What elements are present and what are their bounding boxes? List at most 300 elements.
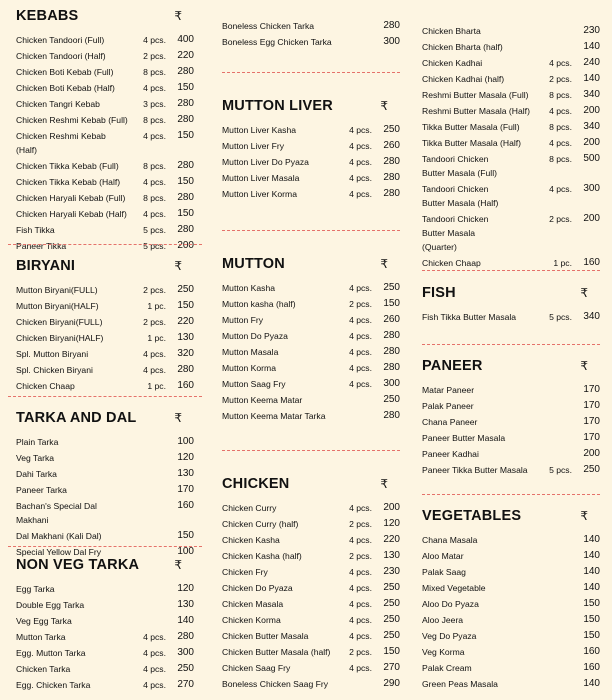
menu-item bbox=[422, 211, 600, 255]
item-quantity: 4 pcs. bbox=[349, 315, 372, 325]
item-name: Mutton Korma bbox=[222, 363, 276, 373]
menu-item bbox=[222, 596, 400, 612]
item-name: Chicken Biryani(HALF) bbox=[16, 333, 104, 343]
menu-item bbox=[422, 55, 600, 71]
item-name: Chicken Butter Masala (half) bbox=[222, 647, 331, 657]
menu-item bbox=[16, 222, 194, 238]
item-name: Dahi Tarka bbox=[16, 469, 57, 479]
section-tarka-and-dal bbox=[16, 410, 194, 560]
menu-item bbox=[422, 151, 600, 181]
rupee-icon: ₹ bbox=[174, 9, 182, 23]
item-price: 280 bbox=[177, 224, 194, 235]
item-price: 160 bbox=[177, 380, 194, 391]
section-divider bbox=[422, 270, 600, 271]
menu-item bbox=[222, 138, 400, 154]
item-name: Plain Tarka bbox=[16, 437, 59, 447]
item-quantity: 8 pcs. bbox=[143, 161, 166, 171]
item-quantity: 4 pcs. bbox=[349, 663, 372, 673]
item-name: Egg. Mutton Tarka bbox=[16, 648, 86, 658]
item-quantity: 4 pcs. bbox=[143, 83, 166, 93]
item-price: 500 bbox=[583, 153, 600, 164]
item-price: 170 bbox=[583, 416, 600, 427]
item-name: Aloo Matar bbox=[422, 551, 464, 561]
item-quantity: 3 pcs. bbox=[143, 99, 166, 109]
item-name: Paneer Tikka bbox=[16, 241, 67, 251]
item-quantity: 4 pcs. bbox=[143, 680, 166, 690]
item-quantity: 4 pcs. bbox=[143, 349, 166, 359]
item-name: Chicken Do Pyaza bbox=[222, 583, 293, 593]
menu-item bbox=[222, 122, 400, 138]
menu-item bbox=[16, 581, 194, 597]
menu-item bbox=[222, 564, 400, 580]
item-quantity: 4 pcs. bbox=[349, 567, 372, 577]
item-quantity: 2 pcs. bbox=[549, 214, 572, 224]
section-chicken bbox=[222, 476, 400, 692]
menu-item-list bbox=[16, 434, 194, 560]
item-name: Mutton Liver Kasha bbox=[222, 125, 297, 135]
item-quantity: 4 pcs. bbox=[349, 141, 372, 151]
item-price: 250 bbox=[383, 598, 400, 609]
item-name: Mutton Keema Matar Tarka bbox=[222, 411, 326, 421]
menu-item bbox=[422, 462, 600, 478]
item-name: Chicken Tarka bbox=[16, 664, 71, 674]
menu-item bbox=[422, 181, 600, 211]
item-name: Chicken Boti Kebab (Half) bbox=[16, 83, 115, 93]
item-name: Veg Do Pyaza bbox=[422, 631, 477, 641]
menu-item bbox=[222, 408, 400, 424]
menu-item bbox=[422, 564, 600, 580]
menu-item bbox=[422, 580, 600, 596]
menu-item bbox=[422, 628, 600, 644]
item-name: Chicken Tandoori (Full) bbox=[16, 35, 105, 45]
item-name: Dal Makhani (Kali Dal) bbox=[16, 531, 102, 541]
section-mutton-liver bbox=[222, 98, 400, 202]
item-price: 280 bbox=[383, 156, 400, 167]
item-price: 140 bbox=[583, 534, 600, 545]
item-name: Paneer Tikka Butter Masala bbox=[422, 465, 528, 475]
item-name: Egg Tarka bbox=[16, 584, 55, 594]
rupee-icon: ₹ bbox=[174, 259, 182, 273]
item-quantity: 4 pcs. bbox=[349, 331, 372, 341]
item-price: 320 bbox=[177, 348, 194, 359]
item-name: Chicken Boti Kebab (Full) bbox=[16, 67, 114, 77]
item-quantity: 4 pcs. bbox=[143, 35, 166, 45]
section-paneer bbox=[422, 358, 600, 478]
section-continued bbox=[422, 23, 600, 271]
item-price: 140 bbox=[583, 582, 600, 593]
menu-item bbox=[222, 170, 400, 186]
menu-item bbox=[16, 466, 194, 482]
menu-item bbox=[222, 328, 400, 344]
menu-item-list bbox=[222, 18, 400, 50]
menu-item bbox=[16, 48, 194, 64]
item-price: 280 bbox=[177, 631, 194, 642]
menu-item bbox=[222, 392, 400, 408]
item-quantity: 2 pcs. bbox=[143, 285, 166, 295]
item-name: Aloo Do Pyaza bbox=[422, 599, 479, 609]
menu-item bbox=[422, 382, 600, 398]
item-name: Chicken Kasha bbox=[222, 535, 280, 545]
menu-item bbox=[16, 482, 194, 498]
item-name: Chicken Masala bbox=[222, 599, 284, 609]
item-name: Mutton Liver Fry bbox=[222, 141, 285, 151]
item-name: Chana Masala bbox=[422, 535, 478, 545]
menu-item bbox=[16, 362, 194, 378]
item-quantity: 4 pcs. bbox=[143, 648, 166, 658]
item-name: Chicken Curry bbox=[222, 503, 277, 513]
section-divider bbox=[422, 344, 600, 345]
menu-item bbox=[16, 206, 194, 222]
item-name: Chicken Butter Masala bbox=[222, 631, 309, 641]
menu-item bbox=[222, 344, 400, 360]
item-price: 200 bbox=[583, 105, 600, 116]
item-quantity: 4 pcs. bbox=[143, 664, 166, 674]
section-header bbox=[16, 557, 194, 577]
item-quantity: 4 pcs. bbox=[349, 347, 372, 357]
menu-item-list bbox=[222, 500, 400, 692]
section-vegetables bbox=[422, 508, 600, 692]
item-price: 160 bbox=[177, 500, 194, 511]
item-price: 140 bbox=[583, 73, 600, 84]
item-name: Double Egg Tarka bbox=[16, 600, 85, 610]
item-quantity: 2 pcs. bbox=[349, 647, 372, 657]
item-quantity: 4 pcs. bbox=[549, 184, 572, 194]
menu-item-list bbox=[16, 581, 194, 693]
section-title: TARKA AND DAL bbox=[16, 410, 137, 426]
item-quantity: 2 pcs. bbox=[549, 74, 572, 84]
item-price: 340 bbox=[583, 311, 600, 322]
item-price: 280 bbox=[177, 192, 194, 203]
menu-item bbox=[16, 190, 194, 206]
item-name: Veg Korma bbox=[422, 647, 465, 657]
item-price: 220 bbox=[177, 50, 194, 61]
menu-item bbox=[422, 660, 600, 676]
item-price: 250 bbox=[383, 394, 400, 405]
rupee-icon: ₹ bbox=[380, 99, 388, 113]
item-name: Veg Tarka bbox=[16, 453, 55, 463]
menu-item bbox=[222, 312, 400, 328]
item-price: 170 bbox=[583, 432, 600, 443]
item-name: Spl. Mutton Biryani bbox=[16, 349, 89, 359]
item-name: Chicken Reshmi Kebab (Half) bbox=[16, 131, 106, 155]
menu-item bbox=[222, 280, 400, 296]
menu-item bbox=[422, 119, 600, 135]
menu-item bbox=[16, 80, 194, 96]
item-price: 230 bbox=[583, 25, 600, 36]
menu-item bbox=[16, 112, 194, 128]
item-quantity: 4 pcs. bbox=[349, 173, 372, 183]
menu-item bbox=[16, 629, 194, 645]
item-price: 130 bbox=[177, 468, 194, 479]
section-non-veg-tarka bbox=[16, 557, 194, 693]
item-price: 300 bbox=[383, 378, 400, 389]
menu-item bbox=[422, 596, 600, 612]
menu-item bbox=[222, 628, 400, 644]
menu-item bbox=[16, 613, 194, 629]
section-title: CHICKEN bbox=[222, 476, 290, 492]
item-quantity: 4 pcs. bbox=[349, 631, 372, 641]
menu-item bbox=[422, 309, 600, 325]
section-fish bbox=[422, 285, 600, 325]
item-name: Chicken Fry bbox=[222, 567, 268, 577]
section-header bbox=[422, 508, 600, 528]
item-price: 280 bbox=[177, 98, 194, 109]
item-name: Mutton Liver Korma bbox=[222, 189, 297, 199]
section-biryani bbox=[16, 258, 194, 394]
section-title: PANEER bbox=[422, 358, 483, 374]
item-name: Mutton Liver Do Pyaza bbox=[222, 157, 309, 167]
item-name: Green Peas Masala bbox=[422, 679, 498, 689]
rupee-icon: ₹ bbox=[580, 359, 588, 373]
item-quantity: 2 pcs. bbox=[349, 519, 372, 529]
section-divider bbox=[8, 244, 202, 245]
menu-item bbox=[422, 103, 600, 119]
item-quantity: 4 pcs. bbox=[549, 138, 572, 148]
item-name: Spl. Chicken Biryani bbox=[16, 365, 93, 375]
item-name: Matar Paneer bbox=[422, 385, 475, 395]
item-price: 150 bbox=[383, 646, 400, 657]
section-title: KEBABS bbox=[16, 8, 79, 24]
section-mutton bbox=[222, 256, 400, 424]
item-quantity: 4 pcs. bbox=[349, 583, 372, 593]
item-price: 280 bbox=[383, 188, 400, 199]
item-price: 160 bbox=[583, 257, 600, 268]
item-price: 220 bbox=[383, 534, 400, 545]
item-quantity: 4 pcs. bbox=[349, 615, 372, 625]
item-price: 250 bbox=[177, 663, 194, 674]
menu-item bbox=[222, 18, 400, 34]
section-divider bbox=[8, 396, 202, 397]
item-quantity: 1 pc. bbox=[147, 381, 166, 391]
item-price: 250 bbox=[383, 582, 400, 593]
item-price: 280 bbox=[383, 20, 400, 31]
item-price: 140 bbox=[583, 678, 600, 689]
item-name: Tikka Butter Masala (Half) bbox=[422, 138, 522, 148]
menu-item bbox=[16, 158, 194, 174]
item-price: 280 bbox=[177, 114, 194, 125]
menu-item bbox=[222, 580, 400, 596]
item-price: 280 bbox=[383, 330, 400, 341]
section-header bbox=[222, 98, 400, 118]
item-quantity: 4 pcs. bbox=[349, 157, 372, 167]
item-quantity: 5 pcs. bbox=[143, 241, 166, 251]
item-price: 130 bbox=[177, 332, 194, 343]
item-name: Reshmi Butter Masala (Full) bbox=[422, 90, 529, 100]
item-price: 150 bbox=[583, 630, 600, 641]
item-name: Mutton Fry bbox=[222, 315, 264, 325]
item-name: Chicken Bharta (half) bbox=[422, 42, 503, 52]
item-price: 300 bbox=[583, 183, 600, 194]
menu-item bbox=[422, 548, 600, 564]
item-price: 280 bbox=[177, 66, 194, 77]
item-price: 120 bbox=[177, 452, 194, 463]
item-price: 300 bbox=[177, 647, 194, 658]
item-quantity: 4 pcs. bbox=[549, 58, 572, 68]
section-header bbox=[422, 285, 600, 305]
item-price: 150 bbox=[177, 82, 194, 93]
menu-item-list bbox=[16, 32, 194, 254]
item-price: 280 bbox=[383, 172, 400, 183]
section-kebabs bbox=[16, 8, 194, 254]
rupee-icon: ₹ bbox=[174, 411, 182, 425]
item-quantity: 4 pcs. bbox=[349, 379, 372, 389]
item-quantity: 4 pcs. bbox=[349, 503, 372, 513]
item-name: Mixed Vegetable bbox=[422, 583, 486, 593]
section-title: MUTTON LIVER bbox=[222, 98, 333, 114]
item-price: 130 bbox=[177, 599, 194, 610]
item-price: 150 bbox=[177, 530, 194, 541]
item-price: 120 bbox=[177, 583, 194, 594]
item-price: 250 bbox=[583, 464, 600, 475]
item-name: Mutton Biryani(HALF) bbox=[16, 301, 99, 311]
item-name: Mutton Liver Masala bbox=[222, 173, 300, 183]
menu-item bbox=[422, 39, 600, 55]
item-price: 150 bbox=[583, 614, 600, 625]
item-name: Chicken Biryani(FULL) bbox=[16, 317, 103, 327]
item-name: Mutton Masala bbox=[222, 347, 279, 357]
menu-item bbox=[16, 298, 194, 314]
item-quantity: 8 pcs. bbox=[549, 122, 572, 132]
menu-item bbox=[422, 398, 600, 414]
item-name: Tandoori Chicken Butter Masala (Full) bbox=[422, 154, 497, 178]
menu-item bbox=[222, 676, 400, 692]
item-quantity: 4 pcs. bbox=[349, 283, 372, 293]
menu-item bbox=[222, 500, 400, 516]
item-name: Reshmi Butter Masala (Half) bbox=[422, 106, 530, 116]
item-quantity: 4 pcs. bbox=[143, 632, 166, 642]
menu-item bbox=[222, 516, 400, 532]
item-quantity: 1 pc. bbox=[147, 333, 166, 343]
item-price: 250 bbox=[383, 614, 400, 625]
item-name: Chicken Tikka Kebab (Full) bbox=[16, 161, 119, 171]
item-name: Chicken Haryali Kebab (Full) bbox=[16, 193, 126, 203]
item-price: 150 bbox=[177, 300, 194, 311]
item-quantity: 4 pcs. bbox=[143, 131, 166, 141]
section-header bbox=[16, 410, 194, 430]
section-header bbox=[222, 476, 400, 496]
item-name: Egg. Chicken Tarka bbox=[16, 680, 91, 690]
menu-item bbox=[16, 378, 194, 394]
item-price: 130 bbox=[383, 550, 400, 561]
item-price: 150 bbox=[177, 130, 194, 141]
section-title: MUTTON bbox=[222, 256, 285, 272]
menu-item-list bbox=[222, 122, 400, 202]
rupee-icon: ₹ bbox=[580, 509, 588, 523]
item-quantity: 5 pcs. bbox=[549, 312, 572, 322]
menu-item bbox=[16, 597, 194, 613]
menu-item bbox=[422, 135, 600, 151]
item-price: 280 bbox=[177, 160, 194, 171]
item-price: 160 bbox=[583, 646, 600, 657]
item-quantity: 2 pcs. bbox=[143, 51, 166, 61]
menu-item bbox=[422, 612, 600, 628]
menu-item bbox=[16, 498, 194, 528]
menu-item bbox=[16, 96, 194, 112]
menu-item bbox=[422, 23, 600, 39]
item-price: 170 bbox=[177, 484, 194, 495]
item-price: 250 bbox=[383, 124, 400, 135]
item-name: Mutton Keema Matar bbox=[222, 395, 303, 405]
item-name: Fish Tikka bbox=[16, 225, 55, 235]
item-quantity: 8 pcs. bbox=[549, 154, 572, 164]
menu-item bbox=[422, 255, 600, 271]
menu-item bbox=[16, 128, 194, 158]
item-name: Chicken Chaap bbox=[16, 381, 75, 391]
item-name: Fish Tikka Butter Masala bbox=[422, 312, 517, 322]
item-quantity: 4 pcs. bbox=[349, 599, 372, 609]
item-price: 290 bbox=[383, 678, 400, 689]
item-quantity: 4 pcs. bbox=[549, 106, 572, 116]
section-divider bbox=[422, 494, 600, 495]
item-price: 200 bbox=[583, 137, 600, 148]
section-header bbox=[422, 358, 600, 378]
item-price: 400 bbox=[177, 34, 194, 45]
menu-item bbox=[422, 87, 600, 103]
rupee-icon: ₹ bbox=[380, 257, 388, 271]
item-price: 260 bbox=[383, 314, 400, 325]
item-name: Chicken Haryali Kebab (Half) bbox=[16, 209, 127, 219]
item-name: Mutton kasha (half) bbox=[222, 299, 296, 309]
menu-item bbox=[222, 154, 400, 170]
menu-item bbox=[16, 346, 194, 362]
item-quantity: 1 pc. bbox=[553, 258, 572, 268]
section-continued bbox=[222, 18, 400, 50]
item-quantity: 4 pcs. bbox=[143, 177, 166, 187]
menu-item bbox=[16, 528, 194, 544]
item-price: 340 bbox=[583, 121, 600, 132]
item-quantity: 5 pcs. bbox=[143, 225, 166, 235]
item-name: Chicken Kadhai (half) bbox=[422, 74, 505, 84]
menu-item bbox=[16, 314, 194, 330]
menu-item-list bbox=[422, 23, 600, 271]
item-name: Chicken Tikka Kebab (Half) bbox=[16, 177, 121, 187]
item-quantity: 4 pcs. bbox=[349, 189, 372, 199]
menu-item bbox=[16, 32, 194, 48]
item-name: Mutton Kasha bbox=[222, 283, 276, 293]
menu-item bbox=[222, 296, 400, 312]
item-price: 250 bbox=[383, 282, 400, 293]
item-quantity: 2 pcs. bbox=[143, 317, 166, 327]
item-name: Chicken Chaap bbox=[422, 258, 481, 268]
item-price: 270 bbox=[383, 662, 400, 673]
item-quantity: 4 pcs. bbox=[143, 365, 166, 375]
item-price: 260 bbox=[383, 140, 400, 151]
menu-item bbox=[222, 34, 400, 50]
menu-item bbox=[422, 71, 600, 87]
menu-item bbox=[16, 434, 194, 450]
menu-item bbox=[16, 282, 194, 298]
section-header bbox=[16, 258, 194, 278]
rupee-icon: ₹ bbox=[380, 477, 388, 491]
menu-item bbox=[422, 532, 600, 548]
item-name: Tandoori Chicken Butter Masala (Half) bbox=[422, 184, 499, 208]
item-price: 150 bbox=[177, 208, 194, 219]
item-quantity: 4 pcs. bbox=[349, 535, 372, 545]
item-price: 220 bbox=[177, 316, 194, 327]
item-price: 200 bbox=[583, 213, 600, 224]
menu-item bbox=[16, 661, 194, 677]
section-title: VEGETABLES bbox=[422, 508, 522, 524]
menu-item bbox=[16, 64, 194, 80]
item-quantity: 2 pcs. bbox=[349, 299, 372, 309]
item-price: 280 bbox=[383, 346, 400, 357]
item-price: 280 bbox=[383, 410, 400, 421]
item-name: Boneless Chicken Saag Fry bbox=[222, 679, 329, 689]
item-price: 280 bbox=[177, 364, 194, 375]
item-price: 140 bbox=[177, 615, 194, 626]
item-name: Palak Saag bbox=[422, 567, 466, 577]
item-name: Mutton Saag Fry bbox=[222, 379, 286, 389]
